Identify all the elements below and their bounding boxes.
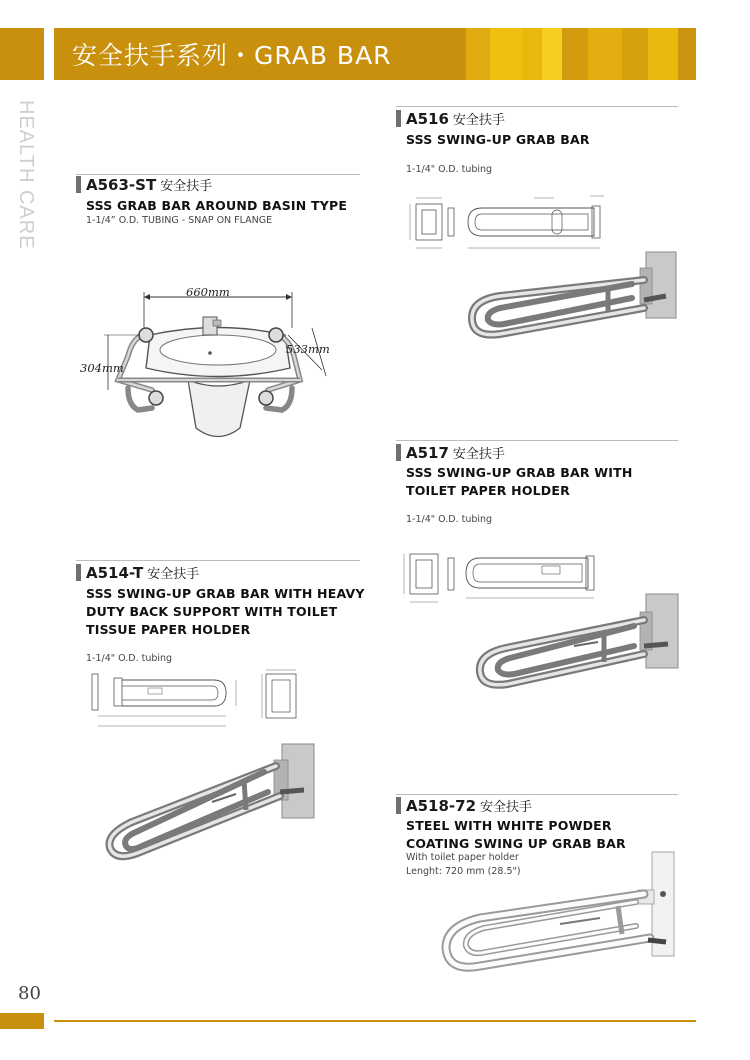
- product-spec: 1-1/4" O.D. tubing: [86, 653, 173, 664]
- product-code: A517 安全扶手: [406, 444, 505, 462]
- header-stripe: [562, 28, 588, 80]
- product-spec: 1-1/4” O.D. TUBING - SNAP ON FLANGE: [86, 215, 273, 226]
- page-title: 安全扶手系列・GRAB BAR: [72, 41, 392, 70]
- page-number: 80: [18, 983, 41, 1004]
- product-name: STEEL WITH WHITE POWDER COATING SWING UP GRAB BAR: [406, 818, 626, 851]
- footer-rule: [54, 1020, 696, 1022]
- width-dimension-label: 660mm: [186, 285, 230, 299]
- product-spec: With toilet paper holder: [406, 852, 519, 863]
- product-code: A563-ST 安全扶手: [86, 176, 213, 194]
- section-divider: [396, 440, 678, 441]
- product-name: SSS SWING-UP GRAB BAR: [406, 132, 590, 147]
- header-stripe: [648, 28, 678, 80]
- header-stripe: [622, 28, 648, 80]
- product-name: SSS SWING-UP GRAB BAR WITH TOILET PAPER HOLDER: [406, 465, 633, 498]
- footer-block: [0, 1013, 44, 1029]
- header-stripe: [588, 28, 622, 80]
- section-divider: [396, 106, 678, 107]
- header-stripe: [522, 28, 542, 80]
- product-name: SSS GRAB BAR AROUND BASIN TYPE: [86, 198, 348, 213]
- section-divider: [76, 560, 360, 561]
- header-stripe: [678, 28, 696, 80]
- a517-photo: [470, 590, 680, 700]
- header-stripe: [490, 28, 522, 80]
- product-name: SSS SWING-UP GRAB BAR WITH HEAVY DUTY BACK SUPPORT WITH TOILET TISSUE PAPER HOLDER: [86, 586, 365, 637]
- section-marker: [396, 444, 401, 461]
- section-marker: [396, 110, 401, 127]
- product-code: A516 安全扶手: [406, 110, 505, 128]
- product-length: Lenght: 720 mm (28.5"): [406, 866, 521, 877]
- product-spec: 1-1/4" O.D. tubing: [406, 514, 493, 525]
- a514-technical-drawing: [86, 666, 316, 732]
- a518-photo: [440, 848, 680, 988]
- header-stripe: [542, 28, 562, 80]
- side-label: HEALTH CARE: [15, 100, 37, 250]
- product-spec: 1-1/4" O.D. tubing: [406, 164, 493, 175]
- a514-photo: [96, 740, 326, 870]
- header-stripe: [466, 28, 490, 80]
- section-marker: [396, 797, 401, 814]
- product-code: A514-T 安全扶手: [86, 564, 200, 582]
- depth-dimension-label: 533mm: [286, 342, 330, 356]
- height-dimension-label: 304mm: [80, 361, 124, 375]
- header-left-block: [0, 28, 44, 80]
- section-marker: [76, 564, 81, 581]
- a516-photo: [460, 248, 680, 348]
- section-divider: [396, 794, 678, 795]
- section-marker: [76, 176, 81, 193]
- product-code: A518-72 安全扶手: [406, 797, 533, 815]
